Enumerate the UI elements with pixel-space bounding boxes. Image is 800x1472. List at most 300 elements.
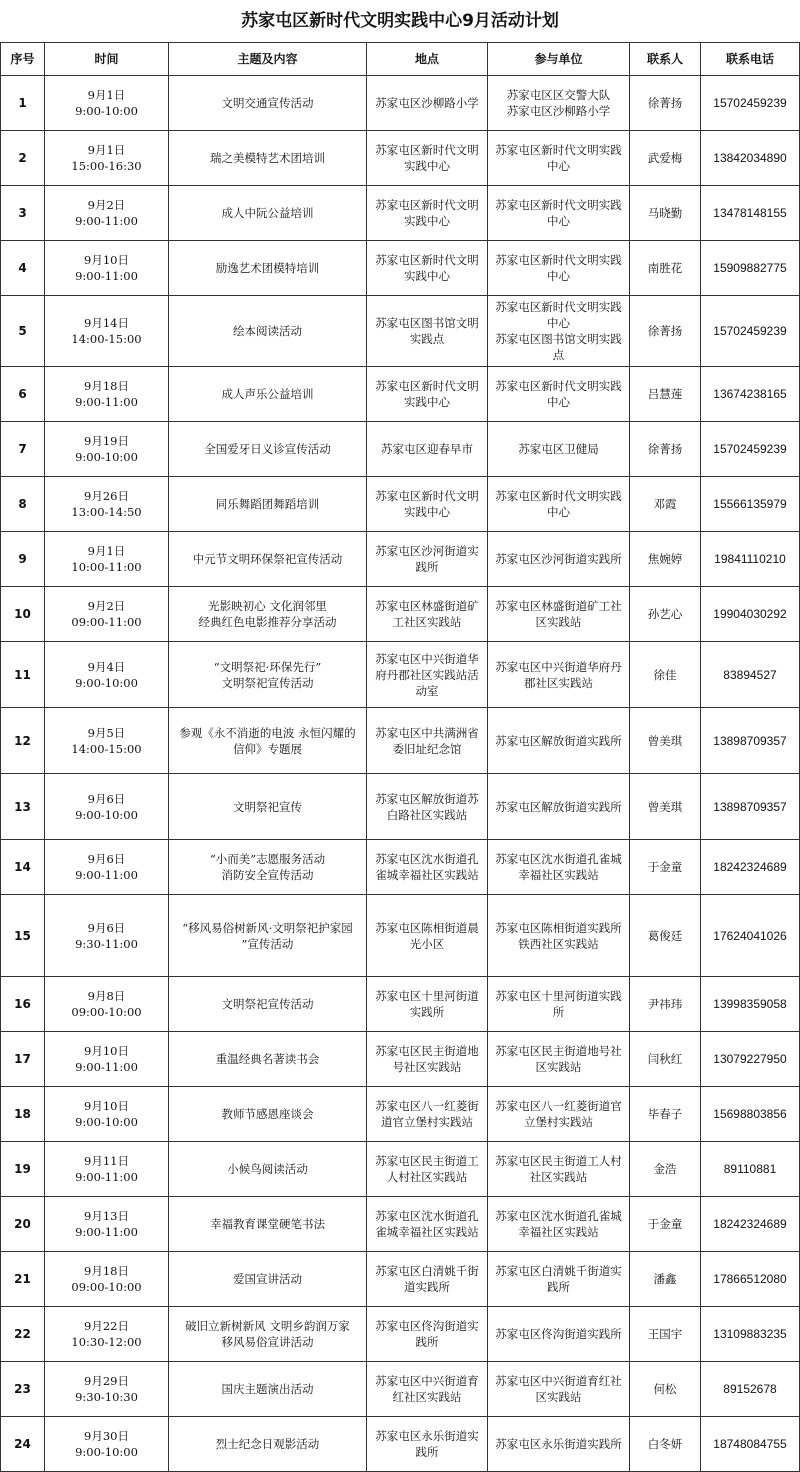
row-date: 9月11日 bbox=[84, 1154, 129, 1168]
row-units bbox=[488, 477, 630, 532]
row-date: 9月6日 bbox=[87, 791, 126, 806]
row-phone: 17624041026 bbox=[701, 895, 800, 977]
row-time-range: 09:00-10:00 bbox=[71, 1005, 142, 1019]
units-line: 苏家屯区解放街道实践所 bbox=[495, 799, 622, 814]
row-topic bbox=[169, 422, 367, 477]
row-time-range: 9:00-11:00 bbox=[75, 868, 138, 882]
row-contact: 白冬妍 bbox=[630, 1417, 701, 1472]
header-index: 序号 bbox=[1, 43, 45, 76]
units-line: 践所 bbox=[547, 1280, 570, 1294]
row-index: 21 bbox=[1, 1252, 45, 1307]
row-date: 9月1日 bbox=[87, 88, 126, 102]
place-line: 苏家屯区新时代文明 bbox=[375, 489, 479, 503]
row-time bbox=[45, 477, 169, 532]
row-date: 9月5日 bbox=[87, 725, 126, 740]
row-topic bbox=[169, 840, 367, 895]
place-line: 实践中心 bbox=[404, 395, 450, 409]
row-time bbox=[45, 131, 169, 186]
place-line: 苏家屯区永乐街道实 bbox=[375, 1429, 479, 1443]
units-line: 苏家屯区解放街道实践所 bbox=[495, 733, 622, 748]
row-index: 24 bbox=[1, 1417, 45, 1472]
row-place bbox=[367, 840, 488, 895]
row-time-range: 9:30-10:30 bbox=[75, 1390, 138, 1404]
row-topic bbox=[169, 1362, 367, 1417]
row-time-range: 9:00-11:00 bbox=[75, 1225, 138, 1239]
place-line: 苏家屯区八一红菱街 bbox=[375, 1099, 479, 1113]
row-date: 9月8日 bbox=[87, 989, 126, 1003]
row-date: 9月18日 bbox=[84, 1264, 129, 1278]
row-place bbox=[367, 774, 488, 840]
units-line: 苏家屯区民主街道地号社 bbox=[495, 1044, 622, 1058]
units-line: 苏家屯区林盛街道矿工社 bbox=[495, 599, 622, 613]
row-place bbox=[367, 1142, 488, 1197]
units-line: 苏家屯区图书馆文明实践 bbox=[495, 332, 622, 346]
row-contact: 吕慧莲 bbox=[630, 367, 701, 422]
table-row bbox=[1, 840, 800, 895]
row-topic bbox=[169, 1307, 367, 1362]
row-time bbox=[45, 1307, 169, 1362]
place-line: 苏家屯区佟沟街道实 bbox=[375, 1319, 479, 1333]
table-row bbox=[1, 186, 800, 241]
row-topic bbox=[169, 642, 367, 708]
row-index: 11 bbox=[1, 642, 45, 708]
row-time-range: 14:00-15:00 bbox=[71, 332, 142, 346]
row-date: 9月6日 bbox=[87, 920, 126, 935]
row-phone: 89110881 bbox=[701, 1142, 800, 1197]
row-index: 2 bbox=[1, 131, 45, 186]
units-line: 区实践站 bbox=[535, 615, 582, 629]
row-index: 9 bbox=[1, 532, 45, 587]
row-index: 19 bbox=[1, 1142, 45, 1197]
topic-line: 成人中阮公益培训 bbox=[221, 206, 314, 220]
row-phone: 19841110210 bbox=[701, 532, 800, 587]
row-topic bbox=[169, 1087, 367, 1142]
row-units bbox=[488, 367, 630, 422]
topic-line: 重温经典名著读书会 bbox=[215, 1052, 320, 1066]
place-line: 道官立堡村实践站 bbox=[381, 1115, 473, 1129]
place-line: 雀城幸福社区实践站 bbox=[375, 868, 479, 882]
units-line: 苏家屯区永乐街道实践所 bbox=[495, 1437, 622, 1451]
units-line: 苏家屯区沈水街道孔雀城 bbox=[495, 1209, 622, 1223]
row-units bbox=[488, 1197, 630, 1252]
page-title: 苏家屯区新时代文明实践中心9月活动计划 bbox=[241, 11, 559, 31]
units-line: 苏家屯区新时代文明实践 bbox=[495, 300, 622, 314]
units-line: 苏家屯区中兴街道华府丹 bbox=[495, 659, 622, 674]
row-time-range: 14:00-15:00 bbox=[71, 741, 142, 756]
row-units bbox=[488, 977, 630, 1032]
topic-line: 参观《永不消逝的电波 永恒闪耀的 bbox=[179, 725, 356, 740]
row-topic bbox=[169, 587, 367, 642]
place-line: 府丹郡社区实践站活 bbox=[375, 667, 479, 682]
row-contact: 曾美琪 bbox=[630, 708, 701, 774]
units-line: 铁西社区实践站 bbox=[518, 936, 599, 951]
row-units bbox=[488, 840, 630, 895]
units-line: 苏家屯区白清姚千街道实 bbox=[495, 1264, 622, 1278]
table-row bbox=[1, 1362, 800, 1417]
row-time-range: 9:00-10:00 bbox=[75, 1445, 138, 1459]
row-phone: 15702459239 bbox=[701, 76, 800, 131]
row-place bbox=[367, 422, 488, 477]
row-index: 4 bbox=[1, 241, 45, 296]
topic-line: 烈士纪念日观影活动 bbox=[215, 1437, 320, 1451]
place-line: 雀城幸福社区实践站 bbox=[375, 1225, 479, 1239]
row-phone: 17866512080 bbox=[701, 1252, 800, 1307]
row-contact: 徐菁扬 bbox=[630, 296, 701, 367]
row-time bbox=[45, 532, 169, 587]
row-index: 15 bbox=[1, 895, 45, 977]
row-topic bbox=[169, 367, 367, 422]
table-row bbox=[1, 296, 800, 367]
row-topic bbox=[169, 76, 367, 131]
row-time-range: 09:00-10:00 bbox=[71, 1280, 142, 1294]
place-line: 实践中心 bbox=[404, 505, 450, 519]
row-index: 18 bbox=[1, 1087, 45, 1142]
topic-line: 爱国宣讲活动 bbox=[233, 1272, 302, 1286]
row-date: 9月13日 bbox=[84, 1209, 129, 1223]
table-row bbox=[1, 477, 800, 532]
row-time-range: 9:00-11:00 bbox=[75, 269, 138, 283]
place-line: 动室 bbox=[415, 683, 439, 698]
row-date: 9月6日 bbox=[87, 852, 126, 866]
units-line: 苏家屯区中兴街道育红社 bbox=[495, 1374, 622, 1388]
row-time-range: 9:00-10:00 bbox=[75, 450, 138, 464]
units-line: 苏家屯区区交警大队 bbox=[506, 88, 611, 102]
units-line: 苏家屯区十里河街道实践 bbox=[495, 989, 622, 1003]
row-date: 9月19日 bbox=[84, 434, 129, 448]
table-row bbox=[1, 708, 800, 774]
units-line: 郡社区实践站 bbox=[524, 675, 593, 690]
units-line: 苏家屯区陈相街道实践所 bbox=[495, 920, 622, 935]
units-line: 区实践站 bbox=[535, 1390, 582, 1404]
table-row bbox=[1, 642, 800, 708]
table-row bbox=[1, 367, 800, 422]
table-row bbox=[1, 895, 800, 977]
row-phone: 15698803856 bbox=[701, 1087, 800, 1142]
row-topic bbox=[169, 532, 367, 587]
row-phone: 15702459239 bbox=[701, 296, 800, 367]
place-line: 人村社区实践站 bbox=[386, 1170, 468, 1184]
table-row bbox=[1, 587, 800, 642]
row-date: 9月22日 bbox=[84, 1319, 129, 1333]
place-line: 苏家屯区中共满洲省 bbox=[375, 725, 479, 740]
table-body bbox=[1, 76, 800, 1472]
row-time bbox=[45, 708, 169, 774]
place-line: 苏家屯区解放街道苏 bbox=[375, 791, 479, 806]
place-line: 实践中心 bbox=[404, 159, 450, 173]
row-phone: 19904030292 bbox=[701, 587, 800, 642]
row-date: 9月10日 bbox=[84, 253, 129, 267]
row-topic bbox=[169, 1252, 367, 1307]
units-line: 中心 bbox=[547, 214, 570, 228]
row-time bbox=[45, 1362, 169, 1417]
row-time-range: 13:00-14:50 bbox=[71, 505, 142, 519]
place-line: 苏家屯区陈相街道晨 bbox=[375, 920, 479, 935]
row-contact: 毕春子 bbox=[630, 1087, 701, 1142]
table-row bbox=[1, 977, 800, 1032]
units-line: 区实践站 bbox=[535, 1060, 582, 1074]
place-line: 苏家屯区新时代文明 bbox=[375, 143, 479, 157]
units-line: 社区实践站 bbox=[529, 1170, 588, 1184]
row-units bbox=[488, 1032, 630, 1087]
row-time-range: 9:00-10:00 bbox=[75, 675, 138, 690]
row-units bbox=[488, 131, 630, 186]
row-index: 23 bbox=[1, 1362, 45, 1417]
units-line: 苏家屯区新时代文明实践 bbox=[495, 379, 622, 393]
table-header-row bbox=[1, 43, 800, 76]
row-index: 14 bbox=[1, 840, 45, 895]
row-place bbox=[367, 1087, 488, 1142]
row-place bbox=[367, 532, 488, 587]
row-phone: 13079227950 bbox=[701, 1032, 800, 1087]
row-place bbox=[367, 708, 488, 774]
topic-line: 文明祭祀宣传 bbox=[233, 799, 302, 814]
row-topic bbox=[169, 1197, 367, 1252]
place-line: 工社区实践站 bbox=[392, 615, 462, 629]
header-contact: 联系人 bbox=[630, 43, 701, 76]
row-phone: 89152678 bbox=[701, 1362, 800, 1417]
row-time bbox=[45, 1417, 169, 1472]
topic-line: 中元节文明环保祭祀宣传活动 bbox=[192, 552, 343, 566]
units-line: 苏家屯区沙河街道实践所 bbox=[495, 552, 622, 566]
units-line: 苏家屯区新时代文明实践 bbox=[495, 253, 622, 267]
row-units bbox=[488, 422, 630, 477]
row-units bbox=[488, 1307, 630, 1362]
row-units bbox=[488, 1142, 630, 1197]
row-contact: 于金童 bbox=[630, 1197, 701, 1252]
table-row bbox=[1, 1307, 800, 1362]
units-line: 中心 bbox=[547, 269, 570, 283]
row-units bbox=[488, 1087, 630, 1142]
row-date: 9月2日 bbox=[87, 599, 126, 613]
topic-line: 教师节感恩座谈会 bbox=[221, 1107, 314, 1121]
row-topic bbox=[169, 977, 367, 1032]
place-line: 苏家屯区中兴街道育 bbox=[375, 1374, 479, 1388]
units-line: 中心 bbox=[547, 159, 570, 173]
units-line: 幸福社区实践站 bbox=[518, 1225, 599, 1239]
place-line: 践所 bbox=[415, 1445, 439, 1459]
place-line: 苏家屯区图书馆文明 bbox=[375, 316, 479, 330]
topic-line: 文明交通宣传活动 bbox=[221, 96, 314, 110]
topic-line: 幸福教育课堂硬笔书法 bbox=[210, 1217, 325, 1231]
row-phone: 13109883235 bbox=[701, 1307, 800, 1362]
place-line: 苏家屯区新时代文明 bbox=[375, 198, 479, 212]
row-contact: 孙艺心 bbox=[630, 587, 701, 642]
row-date: 9月30日 bbox=[84, 1429, 129, 1443]
place-line: 苏家屯区民主街道地 bbox=[375, 1044, 479, 1058]
units-line: 点 bbox=[552, 348, 565, 362]
row-phone: 18242324689 bbox=[701, 840, 800, 895]
row-index: 8 bbox=[1, 477, 45, 532]
row-phone: 13478148155 bbox=[701, 186, 800, 241]
table-row bbox=[1, 241, 800, 296]
topic-line: 励逸艺术团模特培训 bbox=[215, 261, 320, 275]
row-time bbox=[45, 977, 169, 1032]
units-line: 中心 bbox=[547, 505, 570, 519]
row-place bbox=[367, 587, 488, 642]
place-line: 践所 bbox=[415, 560, 439, 574]
row-index: 5 bbox=[1, 296, 45, 367]
row-index: 16 bbox=[1, 977, 45, 1032]
row-topic bbox=[169, 477, 367, 532]
row-units bbox=[488, 774, 630, 840]
row-index: 12 bbox=[1, 708, 45, 774]
row-index: 3 bbox=[1, 186, 45, 241]
units-line: 苏家屯区卫健局 bbox=[518, 442, 599, 456]
place-line: 践所 bbox=[415, 1335, 439, 1349]
row-units bbox=[488, 895, 630, 977]
row-topic bbox=[169, 186, 367, 241]
row-index: 17 bbox=[1, 1032, 45, 1087]
units-line: 所 bbox=[552, 1005, 565, 1019]
units-line: 苏家屯区沈水街道孔雀城 bbox=[495, 852, 622, 866]
place-line: 苏家屯区民主街道工 bbox=[375, 1154, 479, 1168]
row-index: 7 bbox=[1, 422, 45, 477]
row-date: 9月1日 bbox=[87, 544, 126, 558]
table-row bbox=[1, 1087, 800, 1142]
row-index: 13 bbox=[1, 774, 45, 840]
units-line: 苏家屯区佟沟街道实践所 bbox=[495, 1327, 622, 1341]
row-contact: 徐菁扬 bbox=[630, 76, 701, 131]
units-line: 中心 bbox=[547, 395, 570, 409]
topic-line: 同乐舞蹈团舞蹈培训 bbox=[215, 497, 320, 511]
header-units: 参与单位 bbox=[488, 43, 630, 76]
topic-line: 小候鸟阅读活动 bbox=[227, 1162, 308, 1176]
table-row bbox=[1, 131, 800, 186]
row-phone: 13842034890 bbox=[701, 131, 800, 186]
place-line: 苏家屯区新时代文明 bbox=[375, 253, 479, 267]
topic-line: 光影映初心 文化润邻里 bbox=[208, 599, 327, 613]
row-time bbox=[45, 76, 169, 131]
activity-table bbox=[0, 42, 800, 1472]
topic-line: 经典红色电影推荐分享活动 bbox=[198, 615, 337, 629]
table-row bbox=[1, 1032, 800, 1087]
place-line: 委旧址纪念馆 bbox=[392, 741, 462, 756]
row-time bbox=[45, 241, 169, 296]
row-units bbox=[488, 1417, 630, 1472]
row-time bbox=[45, 1252, 169, 1307]
place-line: 号社区实践站 bbox=[392, 1060, 462, 1074]
place-line: 苏家屯区白清姚千街 bbox=[375, 1264, 479, 1278]
topic-line: 全国爱牙日义诊宣传活动 bbox=[204, 442, 331, 456]
row-topic bbox=[169, 774, 367, 840]
row-contact: 曾美琪 bbox=[630, 774, 701, 840]
row-place bbox=[367, 895, 488, 977]
row-place bbox=[367, 367, 488, 422]
row-date: 9月10日 bbox=[84, 1099, 129, 1113]
row-contact: 焦婉婷 bbox=[630, 532, 701, 587]
table-row bbox=[1, 1252, 800, 1307]
row-time bbox=[45, 186, 169, 241]
units-line: 苏家屯区八一红菱街道官 bbox=[495, 1099, 622, 1113]
place-line: 红社区实践站 bbox=[392, 1390, 462, 1404]
topic-line: 文明祭祀宣传活动 bbox=[221, 997, 314, 1011]
row-units bbox=[488, 76, 630, 131]
place-line: 道实践所 bbox=[404, 1280, 450, 1294]
row-contact: 于金童 bbox=[630, 840, 701, 895]
row-date: 9月1日 bbox=[87, 143, 126, 157]
row-phone: 18242324689 bbox=[701, 1197, 800, 1252]
units-line: 幸福社区实践站 bbox=[518, 868, 599, 882]
row-time-range: 9:00-11:00 bbox=[75, 1170, 138, 1184]
topic-line: “移风易俗树新风·文明祭祀护家园 bbox=[182, 920, 353, 935]
row-place bbox=[367, 296, 488, 367]
place-line: 苏家屯区中兴街道华 bbox=[375, 651, 479, 666]
place-line: 苏家屯区沙柳路小学 bbox=[375, 96, 479, 110]
row-units bbox=[488, 186, 630, 241]
row-time bbox=[45, 296, 169, 367]
row-topic bbox=[169, 296, 367, 367]
row-place bbox=[367, 186, 488, 241]
topic-line: 瑞之美模特艺术团培训 bbox=[210, 151, 325, 165]
row-phone: 13898709357 bbox=[701, 708, 800, 774]
row-time bbox=[45, 422, 169, 477]
row-date: 9月10日 bbox=[84, 1044, 129, 1058]
row-index: 6 bbox=[1, 367, 45, 422]
row-topic bbox=[169, 241, 367, 296]
row-units bbox=[488, 241, 630, 296]
units-line: 苏家屯区新时代文明实践 bbox=[495, 143, 622, 157]
table-row bbox=[1, 532, 800, 587]
place-line: 实践所 bbox=[409, 1005, 445, 1019]
row-phone: 83894527 bbox=[701, 642, 800, 708]
row-time-range: 09:00-11:00 bbox=[71, 615, 142, 629]
row-place bbox=[367, 477, 488, 532]
topic-line: 成人声乐公益培训 bbox=[221, 387, 314, 401]
row-time bbox=[45, 1142, 169, 1197]
row-time-range: 9:00-11:00 bbox=[75, 214, 138, 228]
units-line: 立堡村实践站 bbox=[524, 1115, 593, 1129]
place-line: 苏家屯区十里河街道 bbox=[375, 989, 479, 1003]
row-phone: 13898709357 bbox=[701, 774, 800, 840]
row-contact: 武爱梅 bbox=[630, 131, 701, 186]
place-line: 苏家屯区沈水街道孔 bbox=[375, 852, 479, 866]
topic-line: 信仰》专题展 bbox=[233, 741, 302, 756]
row-topic bbox=[169, 895, 367, 977]
row-phone: 15702459239 bbox=[701, 422, 800, 477]
row-time bbox=[45, 367, 169, 422]
place-line: 白路社区实践站 bbox=[386, 807, 468, 822]
row-place bbox=[367, 642, 488, 708]
table-row bbox=[1, 1417, 800, 1472]
place-line: 苏家屯区沙河街道实 bbox=[375, 544, 479, 558]
row-time bbox=[45, 587, 169, 642]
place-line: 实践中心 bbox=[404, 269, 450, 283]
row-contact: 尹祎玮 bbox=[630, 977, 701, 1032]
topic-line: “小而美”志愿服务活动 bbox=[209, 852, 326, 866]
place-line: 实践中心 bbox=[404, 214, 450, 228]
row-date: 9月29日 bbox=[84, 1374, 129, 1388]
header-phone: 联系电话 bbox=[701, 43, 800, 76]
row-time bbox=[45, 1032, 169, 1087]
units-line: 苏家屯区沙柳路小学 bbox=[506, 104, 611, 118]
row-units bbox=[488, 642, 630, 708]
row-contact: 潘鑫 bbox=[630, 1252, 701, 1307]
row-units bbox=[488, 587, 630, 642]
table-row bbox=[1, 1197, 800, 1252]
table-row bbox=[1, 422, 800, 477]
topic-line: 消防安全宣传活动 bbox=[221, 868, 314, 882]
row-topic bbox=[169, 1142, 367, 1197]
row-date: 9月2日 bbox=[87, 198, 126, 212]
units-line: 苏家屯区新时代文明实践 bbox=[495, 489, 622, 503]
row-date: 9月26日 bbox=[84, 489, 129, 503]
header-place: 地点 bbox=[367, 43, 488, 76]
header-time: 时间 bbox=[45, 43, 169, 76]
units-line: 苏家屯区新时代文明实践 bbox=[495, 198, 622, 212]
topic-line: 破旧立新树新风 文明乡韵润万家 bbox=[185, 1319, 350, 1333]
place-line: 苏家屯区沈水街道孔 bbox=[375, 1209, 479, 1223]
place-line: 苏家屯区迎春早市 bbox=[381, 442, 473, 456]
